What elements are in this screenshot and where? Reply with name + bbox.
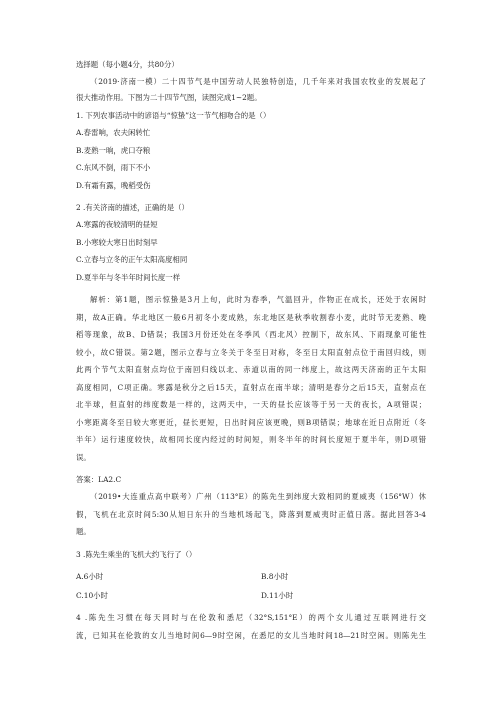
analysis-line-1: 解析：第1题，图示惊蛰是3月上旬，此时为春季，气温回升，作物正在成长，还处于农闲时: [90, 295, 426, 304]
question-2-option-d: D.夏半年与冬半年时间长度一样: [76, 273, 181, 282]
analysis-line-9: 半年）运行速度较快，故相同长度内经过的时间短，则冬半年的时间长度短于夏半年，则D项错: [76, 435, 426, 444]
analysis-line-2: 期，故A正确。华北地区一般6月初冬小麦成熟，东北地区是秋季收割春小麦，此时节无麦熟、晚: [76, 313, 426, 322]
question-2-option-a: A.寒露的夜较清明的昼短: [76, 220, 158, 229]
analysis-line-6: 高度相同，C项正确。寒露是秋分之后15天，直射点在南半球；清明是春分之后15天，直射点在: [76, 383, 426, 392]
question-2-option-b: B.小寒较大寒日出时刻早: [76, 238, 158, 247]
question-1-option-a: A.春雷响，农夫闲转忙: [76, 128, 151, 137]
analysis-line-8: 小寒距离冬至日较大寒更近，昼长更短，日出时间应该更晚，则B项错误；地球在近日点附近（冬: [76, 418, 426, 427]
question-3-option-a: A.6小时: [76, 572, 104, 581]
analysis-line-10: 误。: [76, 453, 91, 462]
question-2-option-c: C.立春与立冬的正午太阳高度相同: [76, 255, 188, 264]
intro-1-line-2: 很大推动作用。下图为二十四节气图，读图完成1~2题。: [76, 93, 262, 102]
answer-line: 答案：LA2.C: [76, 475, 122, 484]
analysis-line-5: 此两个节气太阳直射点均位于南回归线以北、赤道以南的同一纬度上，故这两天济南的正午太阳: [76, 365, 426, 374]
intro-2-line-3: 题。: [76, 527, 91, 536]
question-1-option-d: D.有霜有露，晚稻受伤: [76, 181, 151, 190]
question-4-line-2: 流，已知其在伦敦的女儿当地时间6—9时空闲，在悉尼的女儿当地时间18—21时空闲。则陈先生: [76, 631, 426, 640]
analysis-line-7: 北半球，但直射的纬度数是一样的，这两天中，一天的昼长应该等于另一天的夜长，A项错误；: [76, 400, 426, 409]
question-1-option-c: C.东风不倒，雨下不小: [76, 163, 151, 172]
intro-2-line-1: （2019•大连重点高中联考）广州（113°E）的陈先生到纬度大致相同的夏威夷（156°W）休: [90, 492, 426, 501]
question-1-stem: 1. 下列农事活动中的谚语与“惊蛰”这一节气相吻合的是（）: [76, 111, 271, 120]
question-3-option-b: B.8小时: [261, 572, 289, 581]
intro-1-line-1: （2019·济南一模）二十四节气是中国劳动人民独特创造，几千年来对我国农牧业的发展起了: [90, 77, 426, 86]
analysis-line-3: 稻等现象，故B、D错误；我国3月份还处在冬季风（西北风）控制下，故东风、下雨现象可能性: [76, 330, 426, 339]
section-header: 选择题（每小题4分，共80分）: [76, 60, 179, 69]
question-3-stem: 3 .陈先生乘坐的飞机大约飞行了（）: [76, 550, 197, 559]
question-3-option-c: C.10小时: [76, 591, 108, 600]
question-2-stem: 2 .有关济南的描述，正确的是（）: [76, 203, 189, 212]
intro-2-line-2: 假，飞机在北京时间5:30从旭日东升的当地机场起飞，降落到夏威夷时正值日落。据此回答3-4: [76, 510, 426, 519]
question-3-option-d: D.11小时: [261, 591, 294, 600]
analysis-line-4: 较小，故C错误。第2题，图示立春与立冬关于冬至日对称，冬至日太阳直射点位于南回归线，则: [76, 348, 426, 357]
question-1-option-b: B.麦熟一晌，虎口夺粮: [76, 146, 151, 155]
question-4-line-1: 4 .陈先生习惯在每天同时与在伦敦和悉尼（32°S,151°E）的两个女儿通过互联网进行交: [76, 613, 426, 622]
